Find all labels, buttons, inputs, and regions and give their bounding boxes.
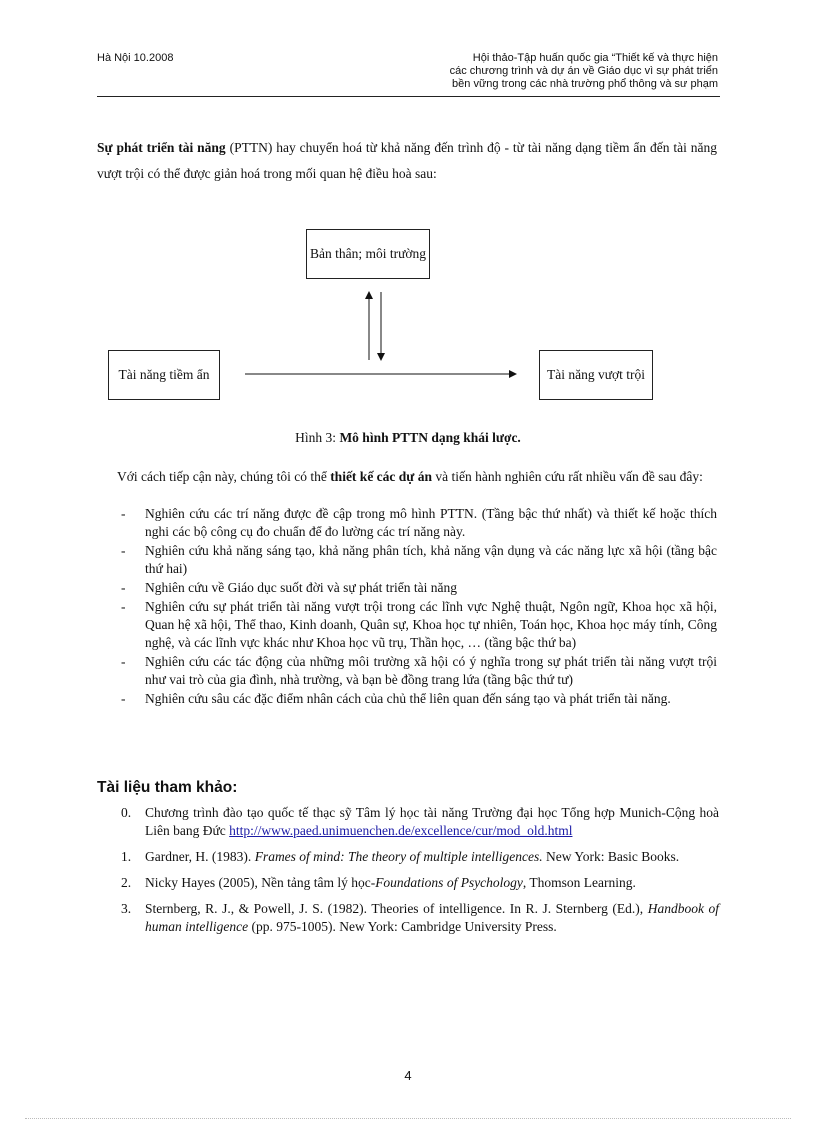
header-title-line-1: Hội thảo-Tập huấn quốc gia “Thiết kế và thực hiện [472, 52, 718, 64]
caption-title: Mô hình PTTN dạng khái lược. [339, 430, 521, 445]
references-title: Tài liệu tham khảo: [97, 779, 238, 796]
list-item-text: Nghiên cứu sâu các đặc điểm nhân cách của chủ thể liên quan đến sáng tạo và phát triển tài năng. [145, 691, 671, 706]
reference-text: Sternberg, R. J., & Powell, J. S. (1982). Theories of intelligence. In R. J. Sternberg (Ed.), [145, 901, 648, 916]
approach-paragraph [97, 468, 717, 486]
list-item: - Nghiên cứu sâu các đặc điểm nhân cách của chủ thể liên quan đến sáng tạo và phát triển tài năng. [121, 691, 671, 706]
reference-text: New York: Basic Books. [542, 849, 680, 864]
reference-title: Handbook of human intelligence [145, 901, 720, 934]
caption-prefix: Hình 3: [295, 430, 337, 445]
reference-text: (pp. 975-1005). New York: Cambridge University Press. [248, 919, 557, 934]
para2-before: Với cách tiếp cận này, chúng tôi có thể [117, 469, 331, 484]
reference-item [97, 874, 719, 892]
reference-link[interactable]: http://www.paed.unimuenchen.de/excellence/cur/mod_old.html [229, 823, 573, 838]
reference-title: Foundations of Psychology [375, 875, 523, 890]
research-topics-list [97, 505, 717, 709]
reference-number: 3. [121, 901, 132, 916]
list-item-text: Nghiên cứu các tác động của những môi trường xã hội có ý nghĩa trong sự phát triển tài năng vượt trội như vai trò của gia đình, nhà trường, và bạn bè đồng trang lứa (tầng bậc thứ tư) [145, 654, 717, 687]
box-outstanding-talent: Tài năng vượt trội [539, 350, 653, 400]
reference-number: 2. [121, 875, 132, 890]
page-number: 4 [404, 1068, 412, 1083]
reference-title: Frames of mind: The theory of multiple intelligences. [254, 849, 543, 864]
header-date: Hà Nội 10.2008 [97, 52, 174, 64]
list-item: - Nghiên cứu các tác động của những môi trường xã hội có ý nghĩa trong sự phát triển tài năng vượt trội như vai trò của gia đình, nhà trường, và bạn bè đồng trang lứa (tầng bậc thứ tư) [121, 654, 717, 687]
list-item-text: Nghiên cứu khả năng sáng tạo, khả năng phân tích, khả năng vận dụng và các năng lực xã hội (tầng bậc thứ hai) [145, 543, 717, 576]
intro-text: (PTTN) hay chuyển hoá từ khả năng đến trình độ - từ tài năng dạng tiềm ẩn đến tài năng vượt trội có thể được giản hoá trong mối quan hệ điều hoà sau: [97, 140, 717, 181]
header-title-line-3: bền vững trong các nhà trường phổ thông và sư phạm [452, 78, 718, 90]
reference-number: 0. [121, 805, 132, 820]
intro-bold-term: Sự phát triển tài năng [97, 140, 226, 155]
reference-text: Chương trình đào tạo quốc tế thạc sỹ Tâm lý học tài năng Trường đại học Tổng hợp Munich-Cộng hoà Liên bang Đức [145, 805, 719, 838]
figure-caption [0, 430, 816, 446]
reference-text: Gardner, H. (1983). [145, 849, 255, 864]
reference-item [97, 900, 719, 936]
list-item: - Nghiên cứu các trí năng được đề cập trong mô hình PTTN. (Tầng bậc thứ nhất) và thiết kế hoặc thích nghi các bộ công cụ đo chuẩn để đo lường các trí năng này. [121, 506, 717, 539]
para2-bold: thiết kế các dự án [330, 469, 433, 484]
reference-item [97, 804, 719, 840]
references-list [97, 804, 719, 944]
page-bottom-divider [25, 1118, 791, 1119]
list-item-text: Nghiên cứu sự phát triển tài năng vượt trội trong các lĩnh vực Nghệ thuật, Ngôn ngữ, Khoa học xã hội, Quan hệ xã hội, Thể thao, Kinh doanh, Quân sự, Khoa học tự nhiên, Toán học, Khoa học máy tính, Công nghệ, và các lĩnh vực khác như Khoa học vũ trụ, Thần học, … (tầng bậc thứ ba) [145, 599, 717, 650]
reference-text: , Thomson Learning. [522, 875, 636, 890]
list-item-text: Nghiên cứu các trí năng được đề cập trong mô hình PTTN. (Tầng bậc thứ nhất) và thiết kế hoặc thích nghi các bộ công cụ đo chuẩn để đo lường các trí năng này. [145, 506, 717, 539]
list-item: - Nghiên cứu khả năng sáng tạo, khả năng phân tích, khả năng vận dụng và các năng lực xã hội (tầng bậc thứ hai) [121, 543, 717, 576]
box-latent-talent: Tài năng tiềm ẩn [108, 350, 220, 400]
header-title-line-2: các chương trình và dự án về Giáo dục vì sự phát triển [449, 65, 718, 77]
list-item-text: Nghiên cứu về Giáo dục suốt đời và sự phát triển tài năng [145, 580, 457, 595]
box-self-environment: Bản thân; môi trường [306, 229, 430, 279]
list-item: - Nghiên cứu về Giáo dục suốt đời và sự phát triển tài năng [121, 580, 457, 595]
para2-after: và tiến hành nghiên cứu rất nhiều vấn đề sau đây: [432, 469, 703, 484]
reference-text: Nicky Hayes (2005), Nền tảng tâm lý học- [145, 875, 376, 890]
reference-number: 1. [121, 849, 132, 864]
reference-item [97, 848, 719, 866]
list-item: - Nghiên cứu sự phát triển tài năng vượt trội trong các lĩnh vực Nghệ thuật, Ngôn ngữ, Khoa học xã hội, Quan hệ xã hội, Thể thao, Kinh doanh, Quân sự, Khoa học tự nhiên, Toán học, Khoa học máy tính, Công nghệ, và các lĩnh vực khác như Khoa học vũ trụ, Thần học, … (tầng bậc thứ ba) [121, 599, 717, 650]
